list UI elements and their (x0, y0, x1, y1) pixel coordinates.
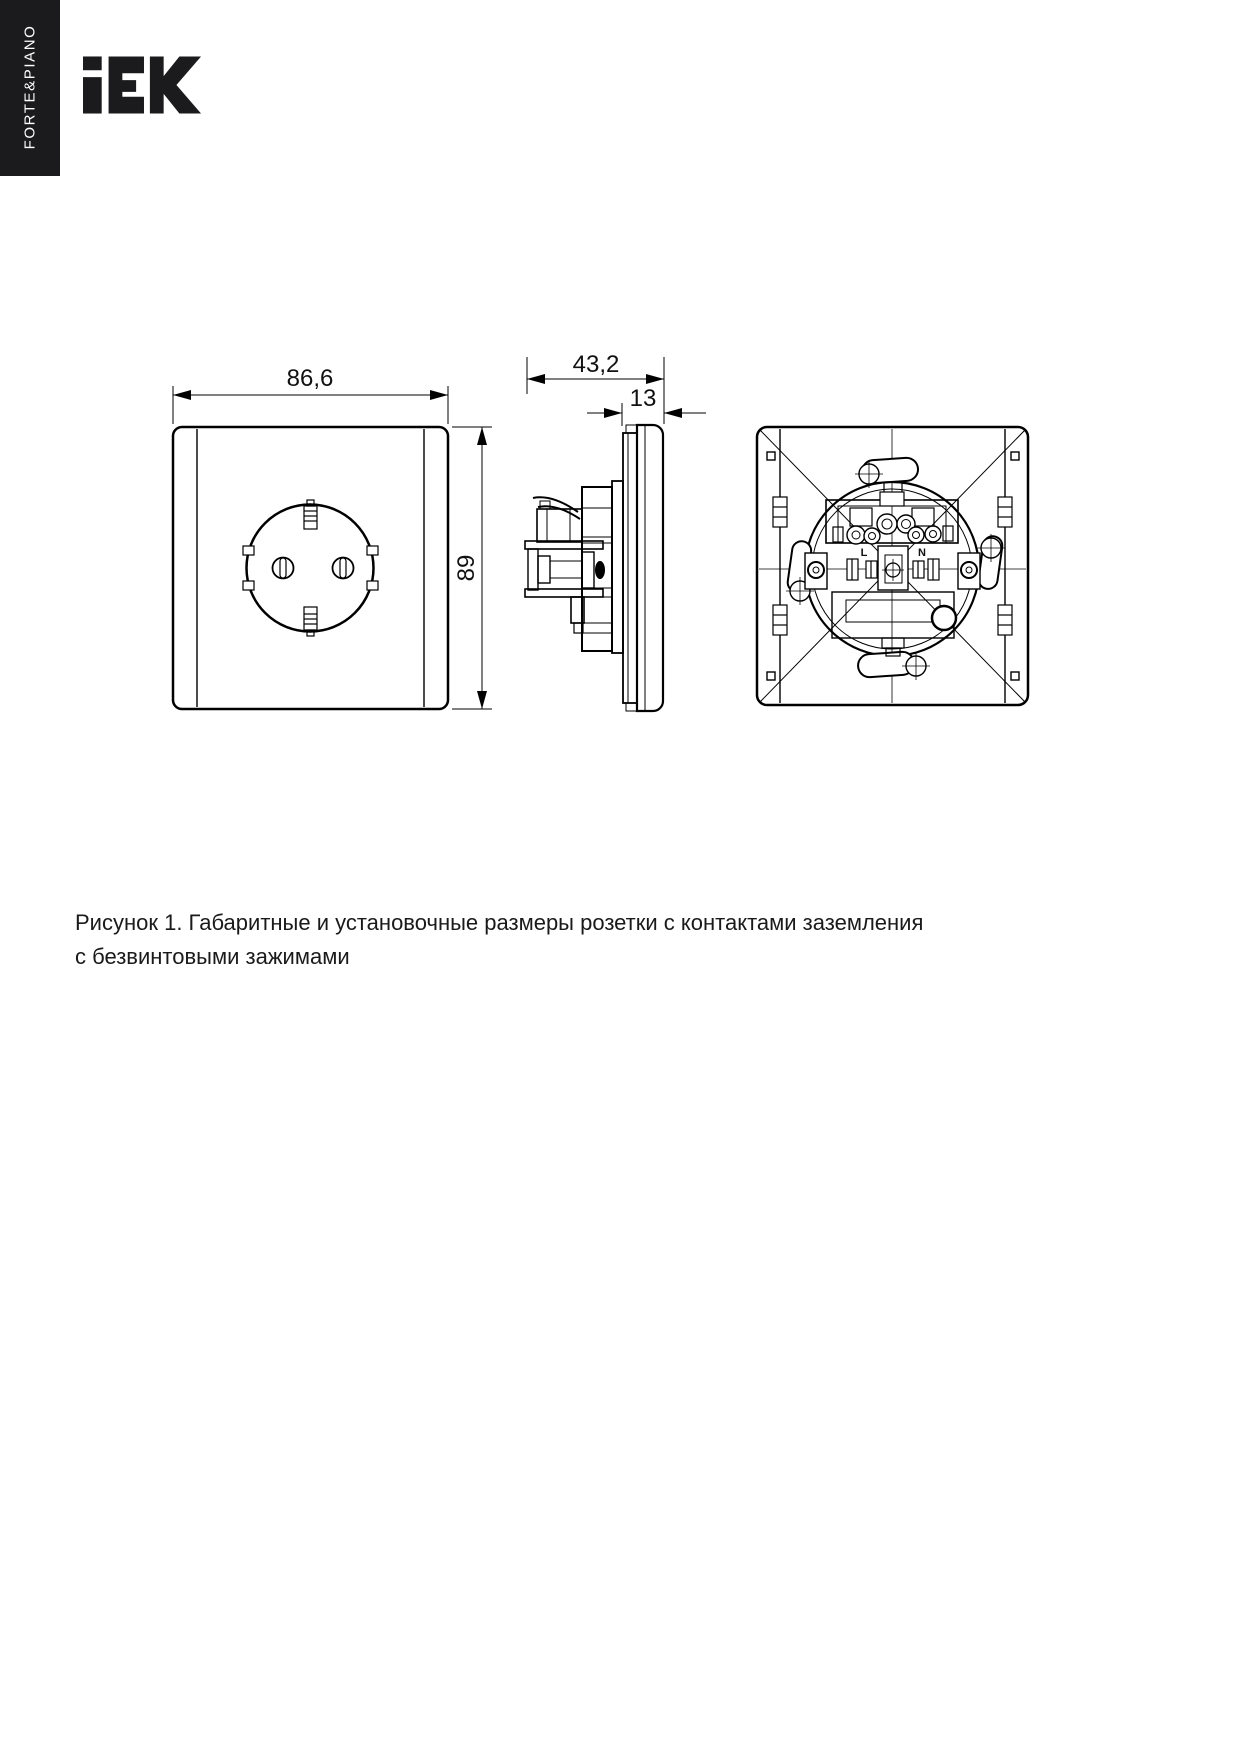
dimension-cover-thickness (587, 385, 706, 426)
side-depth-value: 43,2 (572, 351, 620, 378)
side-view-drawing (525, 425, 663, 711)
terminal-label-neutral: N (918, 547, 926, 559)
rear-view-drawing (757, 427, 1028, 705)
figure-caption-line2: с безвинтовыми зажимами (75, 944, 350, 969)
central-screw (878, 546, 908, 590)
dimension-front-height (452, 427, 492, 709)
claw-screw-left (805, 553, 827, 589)
figure-caption (75, 906, 1075, 974)
series-tab-label: FORTE&PIANO (21, 24, 39, 150)
front-view-drawing (173, 427, 448, 709)
claw-screw-right (958, 553, 980, 589)
figure-caption-line1: Рисунок 1. Габаритные и установочные размеры розетки с контактами заземления (75, 910, 924, 935)
cover-thickness-value: 13 (629, 385, 657, 412)
terminal-label-line: L (860, 547, 868, 559)
claw-screw (528, 549, 605, 590)
front-height-value: 89 (453, 554, 480, 582)
dimension-front-width (173, 365, 448, 424)
front-width-value: 86,6 (286, 365, 334, 392)
